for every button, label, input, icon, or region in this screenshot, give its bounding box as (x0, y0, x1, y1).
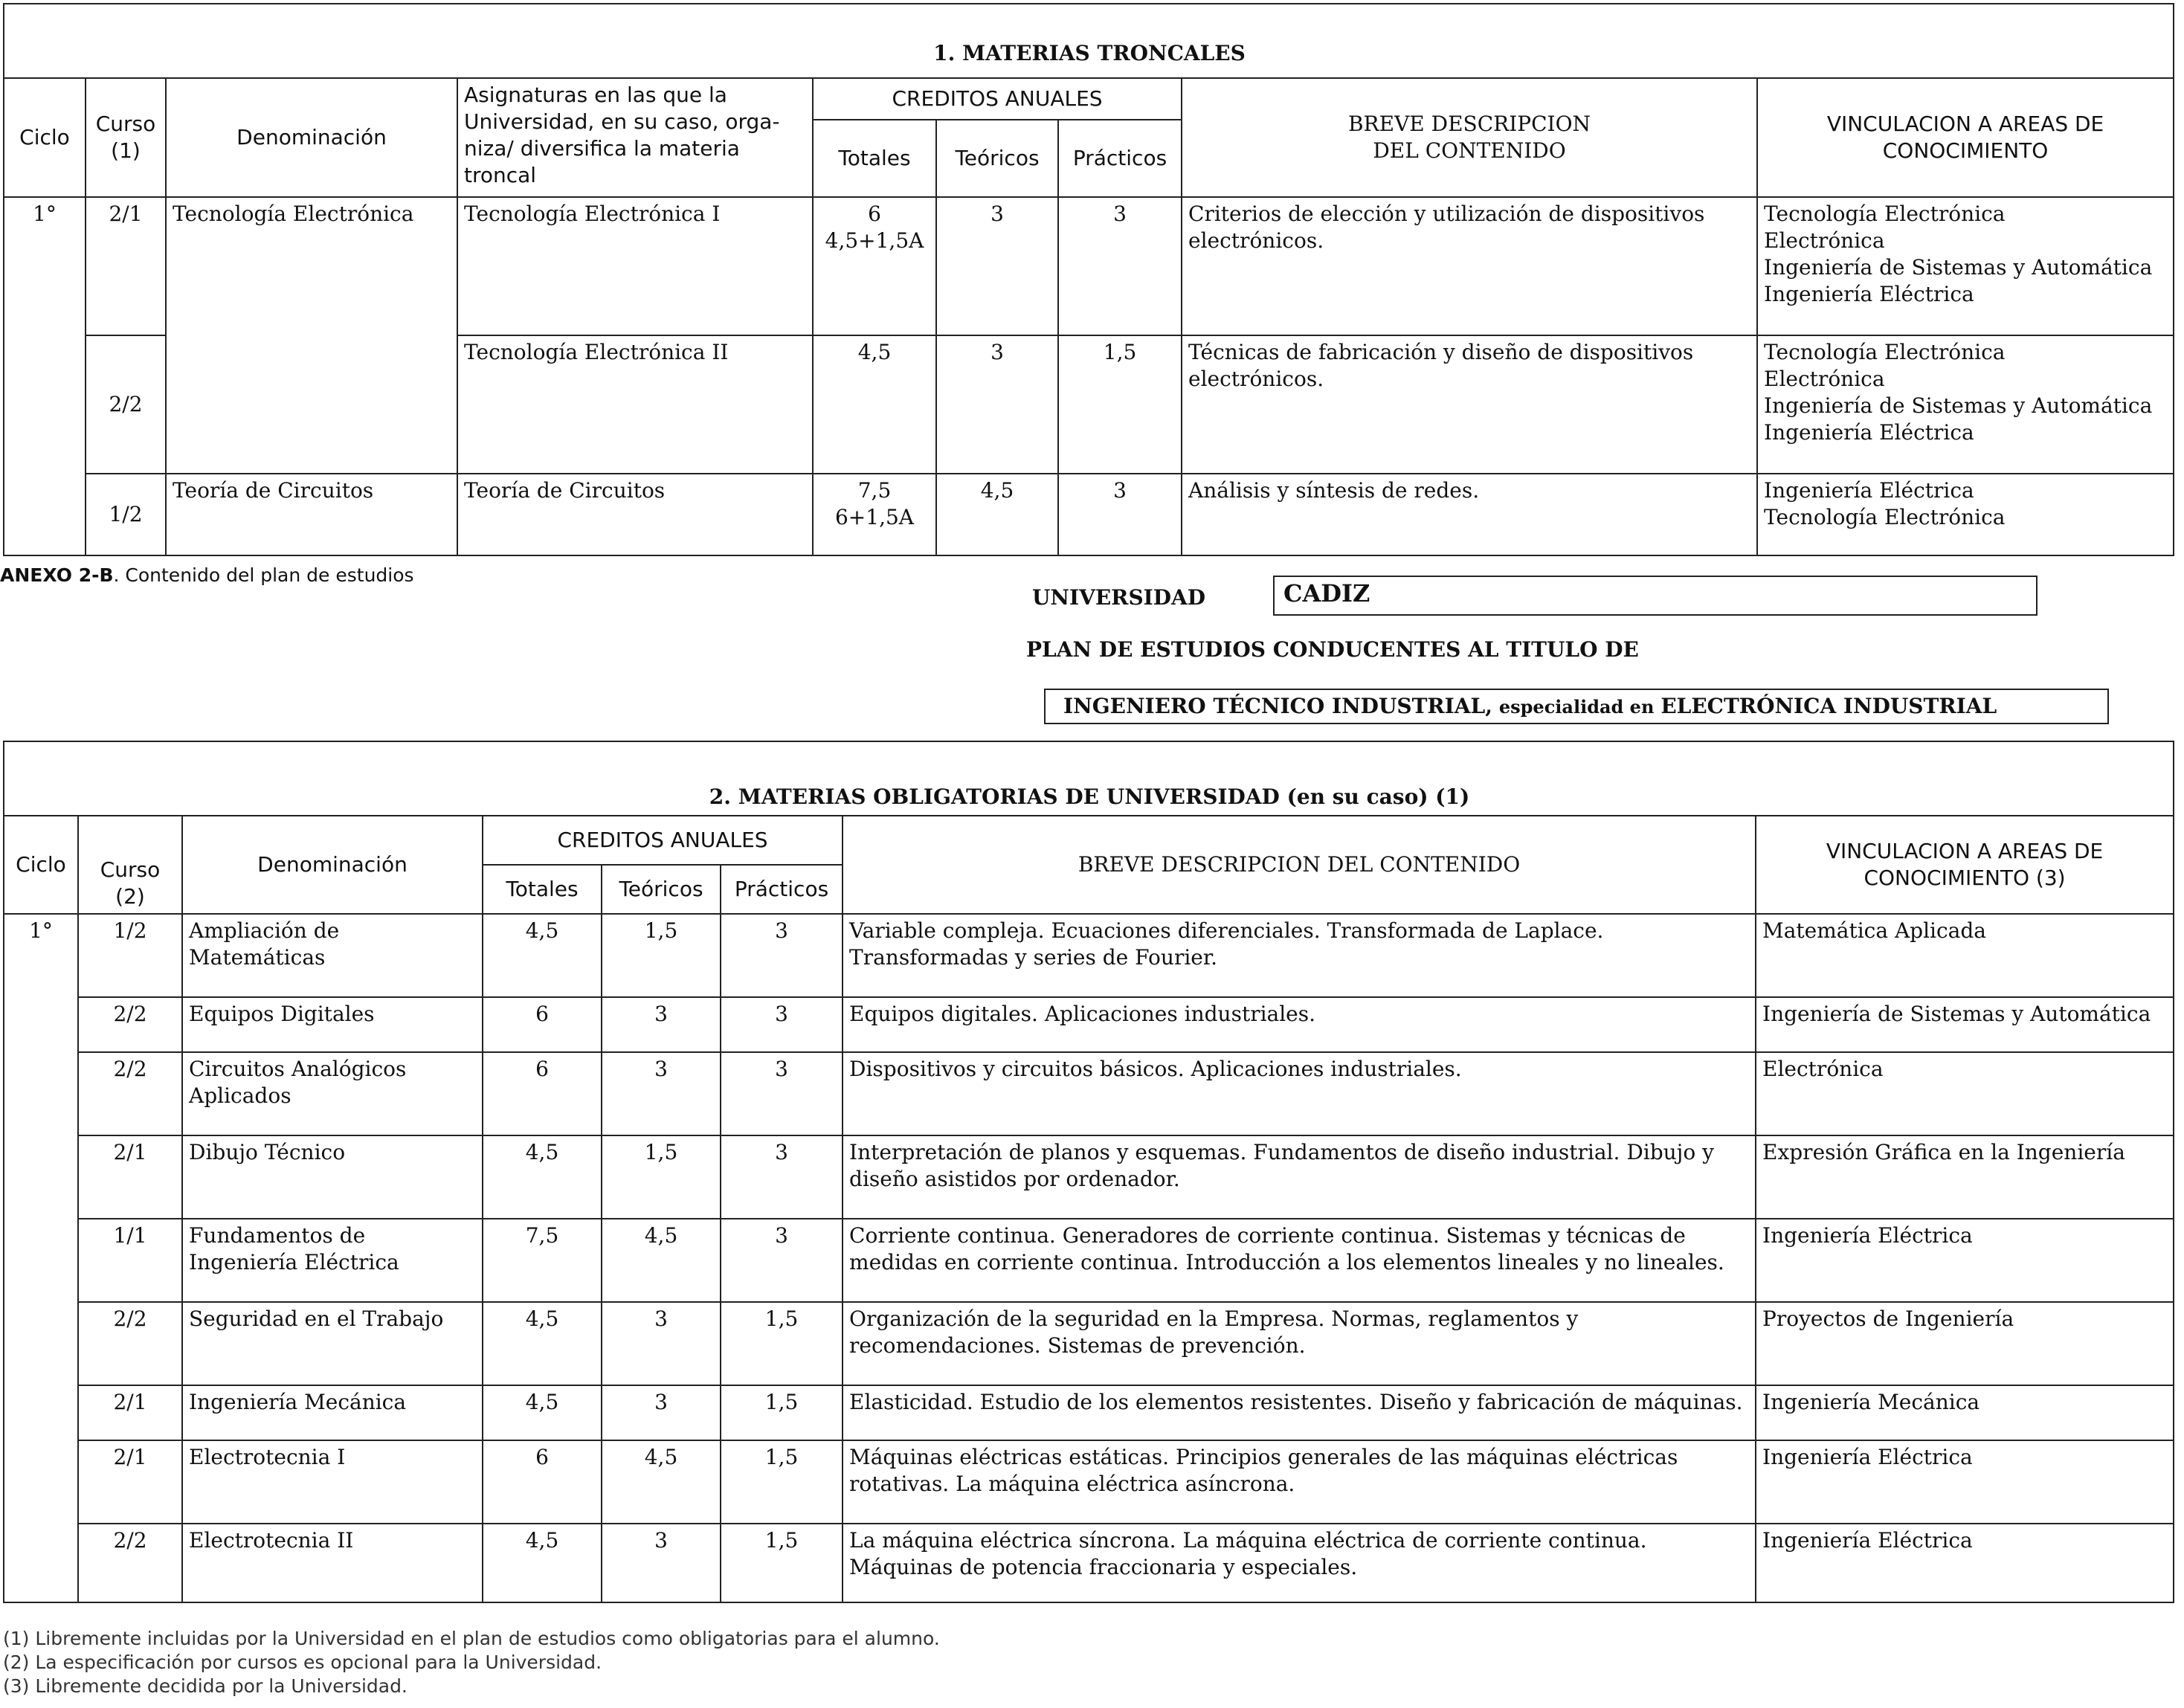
table-row (4, 1135, 2174, 1219)
header-vinculacion-line1: VINCULACION A AREAS DE (1826, 112, 2104, 136)
totales-cell (813, 197, 936, 335)
area-item: Ingeniería de Sistemas y Automática (1764, 255, 2153, 280)
teoricos-cell: 1,5 (602, 914, 721, 997)
denominacion-cell: Ampliación de Matemáticas (182, 914, 483, 997)
table-row (4, 1302, 2174, 1385)
denominacion-cell: Circuitos Analógicos Aplicados (182, 1052, 483, 1135)
totales-cell: 4,5 (483, 914, 602, 997)
practicos-cell: 3 (1058, 197, 1182, 335)
table-row (4, 1052, 2174, 1135)
table-row (4, 474, 2174, 555)
area-item: Electrónica (1764, 228, 1885, 253)
header-vinculacion-line2: CONOCIMIENTO (3) (1864, 866, 2066, 890)
descripcion-cell: Análisis y síntesis de redes. (1182, 474, 1757, 555)
header-curso-label: Curso (100, 857, 161, 882)
curso-cell: 1/1 (78, 1219, 182, 1302)
area-cell: Ingeniería Eléctrica (1756, 1440, 2174, 1524)
footnote-3: (3) Libremente decidida por la Universidad. (3, 1675, 408, 1697)
teoricos-cell: 4,5 (602, 1219, 721, 1302)
section1-title: 1. MATERIAS TRONCALES (933, 41, 1246, 65)
header-creditos: CREDITOS ANUALES (813, 78, 1182, 120)
table-row (4, 197, 2174, 335)
totales-cell (813, 474, 936, 555)
curso-cell: 2/2 (86, 335, 166, 474)
totales-cell: 7,5 (483, 1219, 602, 1302)
footnotes (3, 1627, 940, 1698)
practicos-cell: 1,5 (721, 1524, 843, 1602)
header-curso (86, 78, 166, 197)
area-cell: Ingeniería Eléctrica (1756, 1524, 2174, 1602)
denominacion-cell: Seguridad en el Trabajo (182, 1302, 483, 1385)
denominacion-cell: Equipos Digitales (182, 997, 483, 1052)
table-row (4, 1524, 2174, 1602)
header-vinculacion-line1: VINCULACION A AREAS DE (1826, 839, 2104, 863)
practicos-cell: 3 (1058, 474, 1182, 555)
header-asignaturas: Asignaturas en las que la Universidad, en su caso, orga-niza/ diversifica la materia troncal (457, 78, 813, 197)
header-descripcion-line1: BREVE DESCRIPCION (1347, 112, 1591, 136)
teoricos-cell: 1,5 (602, 1135, 721, 1219)
curso-cell: 1/2 (86, 474, 166, 555)
header-practicos: Prácticos (1058, 120, 1182, 197)
annex-text: . Contenido del plan de estudios (113, 564, 414, 586)
table-row (4, 1219, 2174, 1302)
practicos-cell: 3 (721, 997, 843, 1052)
area-item: Tecnología Electrónica (1764, 202, 2006, 226)
troncales-table (3, 77, 2174, 556)
header-teoricos: Teóricos (936, 120, 1058, 197)
header-curso (78, 816, 182, 914)
practicos-cell: 3 (721, 1135, 843, 1219)
header-totales: Totales (813, 120, 936, 197)
area-item: Electrónica (1764, 367, 1885, 391)
annex-caption (0, 564, 414, 587)
area-cell: Ingeniería de Sistemas y Automática (1756, 997, 2174, 1052)
areas-cell (1757, 474, 2174, 555)
plan-label: PLAN DE ESTUDIOS CONDUCENTES AL TITULO DE (1026, 637, 1639, 662)
titulo-end: ELECTRÓNICA INDUSTRIAL (1660, 694, 1997, 718)
denominacion-cell: Electrotecnia I (182, 1440, 483, 1524)
totales-cell: 6 (483, 1052, 602, 1135)
curso-cell: 2/2 (78, 1524, 182, 1602)
totales-cell: 4,5 (483, 1385, 602, 1440)
footnote-1: (1) Libremente incluidas por la Universidad en el plan de estudios como obligatorias para el alumno. (3, 1628, 940, 1649)
titulo-box (1044, 689, 2109, 724)
curso-cell: 2/2 (78, 1302, 182, 1385)
descripcion-cell: Interpretación de planos y esquemas. Fundamentos de diseño industrial. Dibujo y diseño asistidos por ordenador. (843, 1135, 1756, 1219)
area-cell: Expresión Gráfica en la Ingeniería (1756, 1135, 2174, 1219)
descripcion-cell: Técnicas de fabricación y diseño de dispositivos electrónicos. (1182, 335, 1757, 474)
totales-cell: 6 (483, 1440, 602, 1524)
section2-title: 2. MATERIAS OBLIGATORIAS DE UNIVERSIDAD (en su caso) (1) (709, 784, 1470, 809)
descripcion-cell: Organización de la seguridad en la Empresa. Normas, reglamentos y recomendaciones. Sistemas de prevención. (843, 1302, 1756, 1385)
header-totales: Totales (483, 865, 602, 914)
denominacion-cell: Electrotecnia II (182, 1524, 483, 1602)
titulo-bold: INGENIERO TÉCNICO INDUSTRIAL, (1063, 694, 1492, 718)
header-teoricos: Teóricos (602, 865, 721, 914)
areas-cell (1757, 197, 2174, 335)
descripcion-cell: Dispositivos y circuitos básicos. Aplicaciones industriales. (843, 1052, 1756, 1135)
denominacion-cell: Ingeniería Mecánica (182, 1385, 483, 1440)
curso-cell: 2/1 (86, 197, 166, 335)
descripcion-cell: Variable compleja. Ecuaciones diferenciales. Transformada de Laplace. Transformadas y series de Fourier. (843, 914, 1756, 997)
practicos-cell: 3 (721, 1219, 843, 1302)
totales-value: 7,5 (857, 478, 892, 503)
totales-cell: 6 (483, 997, 602, 1052)
area-item: Ingeniería Eléctrica (1764, 282, 1974, 306)
header-curso-label: Curso (95, 112, 156, 136)
table-row (4, 1440, 2174, 1524)
descripcion-cell: Criterios de elección y utilización de dispositivos electrónicos. (1182, 197, 1757, 335)
denominacion-cell: Fundamentos de Ingeniería Eléctrica (182, 1219, 483, 1302)
curso-cell: 2/1 (78, 1385, 182, 1440)
totales-cell: 4,5 (483, 1135, 602, 1219)
header-descripcion: BREVE DESCRIPCION DEL CONTENIDO (843, 816, 1756, 914)
practicos-cell: 1,5 (721, 1302, 843, 1385)
teoricos-cell: 3 (936, 335, 1058, 474)
descripcion-cell: Equipos digitales. Aplicaciones industriales. (843, 997, 1756, 1052)
area-item: Tecnología Electrónica (1764, 505, 2006, 529)
descripcion-cell: Máquinas eléctricas estáticas. Principios generales de las máquinas eléctricas rotativas. La máquina eléctrica asíncrona. (843, 1440, 1756, 1524)
header-curso-note: (1) (111, 138, 141, 163)
obligatorias-table (3, 815, 2174, 1603)
curso-cell: 2/1 (78, 1135, 182, 1219)
header-creditos: CREDITOS ANUALES (483, 816, 843, 865)
practicos-cell: 1,5 (721, 1440, 843, 1524)
teoricos-cell: 3 (602, 997, 721, 1052)
header-ciclo: Ciclo (4, 78, 86, 197)
ciclo-cell: 1° (4, 914, 78, 1602)
curso-cell: 2/2 (78, 1052, 182, 1135)
practicos-cell: 1,5 (1058, 335, 1182, 474)
totales-detail: 4,5+1,5A (825, 228, 924, 253)
header-ciclo: Ciclo (4, 816, 78, 914)
table-row (4, 914, 2174, 997)
universidad-box (1273, 576, 2038, 616)
teoricos-cell: 3 (936, 197, 1058, 335)
asignatura-cell: Tecnología Electrónica I (457, 197, 813, 335)
descripcion-cell: Elasticidad. Estudio de los elementos resistentes. Diseño y fabricación de máquinas. (843, 1385, 1756, 1440)
curso-cell: 1/2 (78, 914, 182, 997)
area-item: Ingeniería Eléctrica (1764, 420, 1974, 445)
descripcion-cell: La máquina eléctrica síncrona. La máquina eléctrica de corriente continua. Máquinas de potencia fraccionaria y especiales. (843, 1524, 1756, 1602)
area-cell: Ingeniería Mecánica (1756, 1385, 2174, 1440)
titulo-mid: especialidad en (1498, 696, 1655, 718)
header-vinculacion-line2: CONOCIMIENTO (1882, 138, 2049, 163)
totales-value: 6 (868, 202, 881, 226)
area-item: Ingeniería Eléctrica (1764, 478, 1974, 503)
table-row (4, 1385, 2174, 1440)
practicos-cell: 3 (721, 914, 843, 997)
totales-cell: 4,5 (483, 1524, 602, 1602)
ciclo-cell: 1° (4, 197, 86, 555)
universidad-value: CADIZ (1283, 579, 1370, 608)
totales-cell: 4,5 (813, 335, 936, 474)
header-descripcion-line2: DEL CONTENIDO (1373, 138, 1566, 163)
header-vinculacion (1756, 816, 2174, 914)
header-denominacion: Denominación (182, 816, 483, 914)
teoricos-cell: 3 (602, 1524, 721, 1602)
asignatura-cell: Teoría de Circuitos (457, 474, 813, 555)
header-practicos: Prácticos (721, 865, 843, 914)
area-cell: Ingeniería Eléctrica (1756, 1219, 2174, 1302)
teoricos-cell: 4,5 (936, 474, 1058, 555)
teoricos-cell: 3 (602, 1385, 721, 1440)
universidad-label: UNIVERSIDAD (1032, 585, 1206, 610)
table-row (4, 997, 2174, 1052)
area-item: Ingeniería de Sistemas y Automática (1764, 393, 2153, 418)
practicos-cell: 3 (721, 1052, 843, 1135)
header-denominacion: Denominación (166, 78, 457, 197)
descripcion-cell: Corriente continua. Generadores de corriente continua. Sistemas y técnicas de medidas en corriente continua. Introducción a los elementos lineales y no lineales. (843, 1219, 1756, 1302)
area-item: Tecnología Electrónica (1764, 340, 2006, 364)
denominacion-cell: Tecnología Electrónica (166, 197, 457, 474)
totales-detail: 6+1,5A (834, 505, 915, 529)
practicos-cell: 1,5 (721, 1385, 843, 1440)
area-cell: Proyectos de Ingeniería (1756, 1302, 2174, 1385)
denominacion-cell: Dibujo Técnico (182, 1135, 483, 1219)
areas-cell (1757, 335, 2174, 474)
denominacion-cell: Teoría de Circuitos (166, 474, 457, 555)
footnote-2: (2) La especificación por cursos es opcional para la Universidad. (3, 1651, 602, 1673)
header-vinculacion (1757, 78, 2174, 197)
teoricos-cell: 4,5 (602, 1440, 721, 1524)
totales-cell: 4,5 (483, 1302, 602, 1385)
teoricos-cell: 3 (602, 1302, 721, 1385)
asignatura-cell: Tecnología Electrónica II (457, 335, 813, 474)
area-cell: Electrónica (1756, 1052, 2174, 1135)
annex-label: ANEXO 2-B (0, 564, 114, 586)
curso-cell: 2/2 (78, 997, 182, 1052)
curso-cell: 2/1 (78, 1440, 182, 1524)
teoricos-cell: 3 (602, 1052, 721, 1135)
header-curso-note: (2) (115, 884, 145, 909)
header-descripcion (1182, 78, 1757, 197)
area-cell: Matemática Aplicada (1756, 914, 2174, 997)
